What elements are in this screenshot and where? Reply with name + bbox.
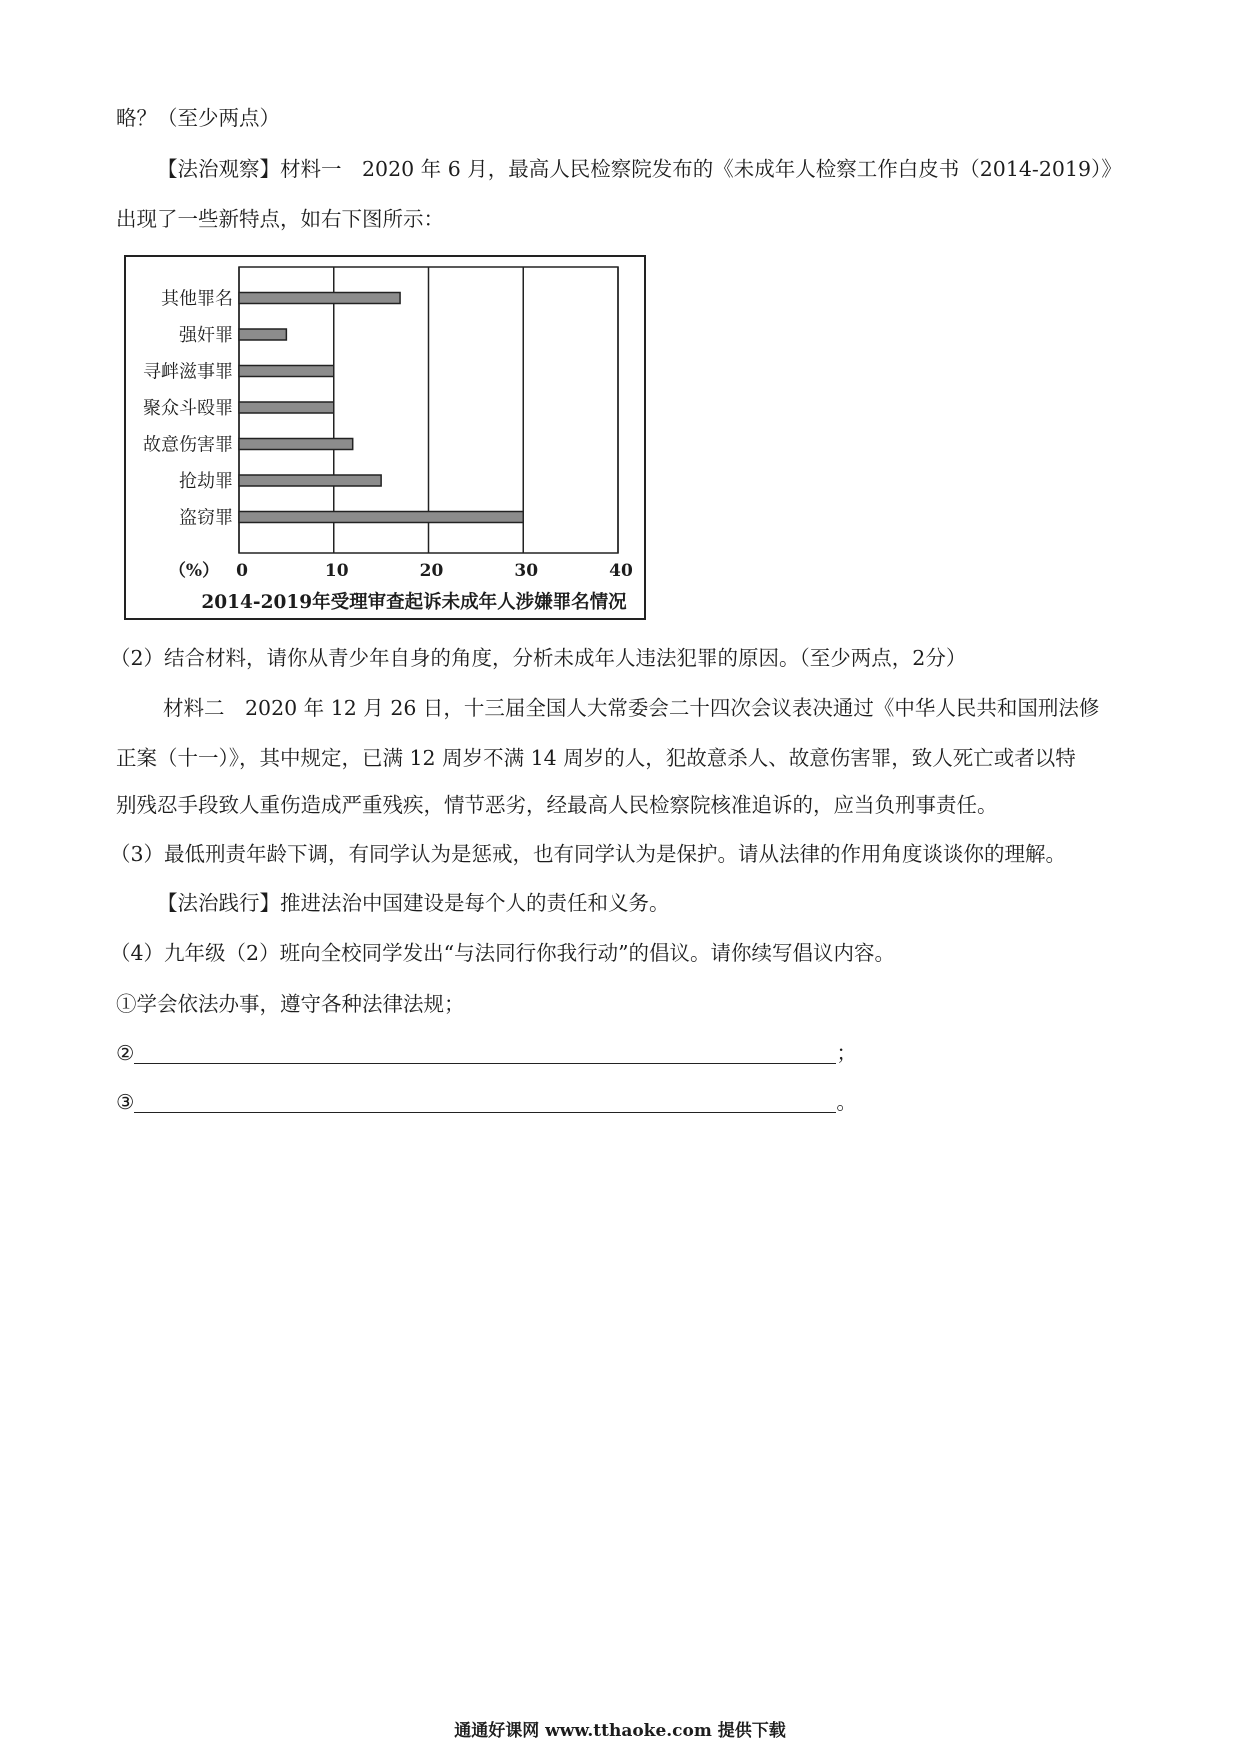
category-label: 盗窃罪 [179,507,233,529]
bar [239,512,523,523]
x-tick-label: 40 [609,561,633,581]
x-tick-label: 10 [324,561,349,581]
page-footer: 通通好课网 www.tthaoke.com 提供下载 [454,1721,786,1741]
answer-end-punctuation: 。 [836,1090,857,1114]
chart-caption: 2014-2019年受理审查起诉未成年人涉嫌罪名情况 [201,592,627,613]
answer-item-3 [116,1090,857,1114]
category-label: 抢劫罪 [179,471,233,492]
answer-marker: ③ [116,1090,135,1114]
material-1-continuation: 出现了一些新特点，如右下图所示： [116,207,444,231]
question-2: （2）结合材料，请你从青少年自身的角度，分析未成年人违法犯罪的原因。（至少两点，2分） [110,646,967,670]
material-2-line-1: 材料二 2020 年 12 月 26 日，十三届全国人大常委会二十四次会议表决通过《中华人民共和国刑法修 [163,696,1100,720]
question-1-tail: 略？（至少两点） [116,106,280,130]
x-axis-unit-label: （%） [168,561,220,581]
bar [239,366,334,377]
answer-item-1 [116,992,465,1016]
practice-intro [157,891,670,915]
answer-blank-line [134,1041,836,1064]
x-tick-label: 20 [419,561,444,581]
answer-blank-line [134,1090,836,1113]
answer-end-punctuation: ； [836,1041,857,1065]
x-tick-label: 0 [236,561,248,581]
bar [239,293,400,304]
answer-marker: ① [116,992,137,1016]
bar [239,475,381,486]
material-2-line-2: 正案（十一）》，其中规定，已满 12 周岁不满 14 周岁的人，犯故意杀人、故意伤害罪，致人死亡或者以特 [116,746,1076,770]
practice-text: 推进法治中国建设是每个人的责任和义务。 [280,891,670,915]
section-tag-practice: 【法治践行】 [157,891,280,915]
answer-text: 学会依法办事，遵守各种法律法规； [136,992,465,1016]
crime-chart-figure [124,255,646,620]
category-label: 强奸罪 [179,325,233,346]
category-label: 聚众斗殴罪 [143,398,233,419]
bar [239,439,353,450]
bar-chart [124,255,646,620]
answer-marker: ② [116,1041,135,1065]
x-tick-label: 30 [514,561,539,581]
question-3: （3）最低刑责年龄下调，有同学认为是惩戒，也有同学认为是保护。请从法律的作用角度谈谈你的理解。 [110,842,1067,866]
bar [239,402,334,413]
category-label: 寻衅滋事罪 [143,361,233,383]
material-2-line-3: 别残忍手段致人重伤造成严重残疾，情节恶劣，经最高人民检察院核准追诉的，应当负刑事责任。 [116,793,998,817]
material-1-intro [157,157,1122,181]
question-4: （4）九年级（2）班向全校同学发出“与法同行你我行动”的倡议。请你续写倡议内容。 [110,941,896,965]
section-tag-observation: 【法治观察】 [157,157,280,181]
bar [239,329,286,340]
category-label: 故意伤害罪 [143,434,233,456]
answer-item-2 [116,1041,857,1065]
material-1-text: 材料一 2020 年 6 月，最高人民检察院发布的《未成年人检察工作白皮书（2014-2019）》 [280,157,1122,181]
category-label: 其他罪名 [161,288,233,310]
